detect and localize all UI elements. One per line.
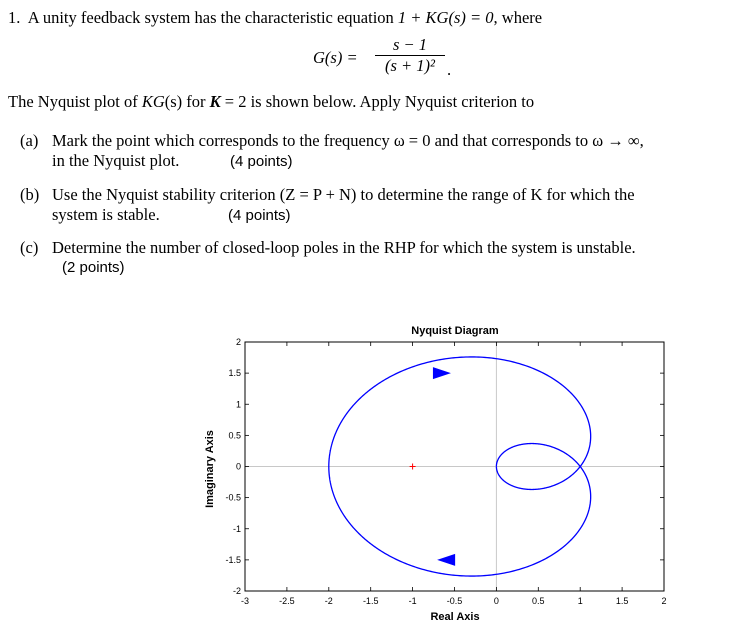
y-axis-label: Imaginary Axis: [204, 430, 216, 508]
x-tick-label: -0.5: [446, 596, 463, 606]
critical-point-marker: [410, 464, 416, 470]
y-tick-label: -1.5: [225, 554, 241, 565]
part-a-label: (a): [20, 131, 39, 150]
y-tick-label: -2: [232, 586, 241, 596]
plot-intro-a: The Nyquist plot of: [8, 92, 142, 111]
y-tick-label: 1.5: [228, 368, 241, 379]
y-tick-label: 1: [235, 399, 241, 410]
x-tick-label: -3: [240, 596, 250, 606]
intro-text: A unity feedback system has the characteristic equation: [27, 8, 398, 27]
where-text: , where: [493, 8, 543, 27]
part-b-label: (b): [20, 185, 40, 204]
x-tick-label: 1: [577, 596, 583, 606]
x-tick-label: -1: [408, 596, 417, 606]
part-b-line1: Use the Nyquist stability criterion (Z = P + N) to determine the range of K for which the: [52, 185, 635, 204]
g-lhs: G(s) =: [313, 48, 358, 67]
plot-intro-k: K: [209, 92, 221, 111]
chart-layer: [225, 337, 666, 606]
x-tick-label: -1.5: [362, 596, 379, 606]
x-tick-label: -2.5: [279, 596, 295, 606]
x-tick-label: 2: [661, 596, 667, 606]
direction-arrow-bottom: [437, 554, 455, 566]
plot-intro-c: = 2 is shown below. Apply Nyquist criterion to: [220, 92, 535, 111]
y-tick-label: 2: [235, 337, 241, 347]
chart-title: Nyquist Diagram: [411, 325, 499, 337]
part-a-line2: in the Nyquist plot.: [52, 151, 180, 170]
x-axis-label: Real Axis: [430, 611, 480, 623]
x-tick-label: 0.5: [532, 596, 545, 606]
y-tick-label: 0.5: [228, 430, 241, 441]
y-tick-label: -0.5: [225, 492, 241, 503]
part-a-line1: Mark the point which corresponds to the frequency ω = 0 and that corresponds to ω → ∞,: [52, 131, 644, 150]
g-tail: .: [447, 60, 452, 79]
x-tick-label: 0: [493, 596, 499, 606]
plot-intro-kg: KG: [141, 92, 165, 111]
characteristic-equation: 1 + KG(s) = 0: [397, 8, 494, 27]
x-tick-label: -2: [324, 596, 333, 606]
g-numerator: s − 1: [392, 35, 428, 54]
part-b-line2: system is stable.: [52, 205, 160, 224]
y-tick-label: -1: [232, 523, 241, 534]
direction-arrow-top: [433, 367, 451, 379]
part-c-line1: Determine the number of closed-loop poles in the RHP for which the system is unstable.: [52, 238, 636, 257]
plot-intro-b: (s) for: [164, 92, 210, 111]
part-c-label: (c): [20, 238, 39, 257]
g-denominator: (s + 1)²: [385, 56, 435, 75]
part-b-points: (4 points): [228, 207, 291, 224]
problem-number: 1.: [8, 8, 21, 27]
part-a-points: (4 points): [230, 153, 293, 170]
part-c-points: (2 points): [62, 259, 125, 276]
y-tick-label: 0: [235, 461, 241, 472]
x-tick-label: 1.5: [615, 596, 629, 606]
